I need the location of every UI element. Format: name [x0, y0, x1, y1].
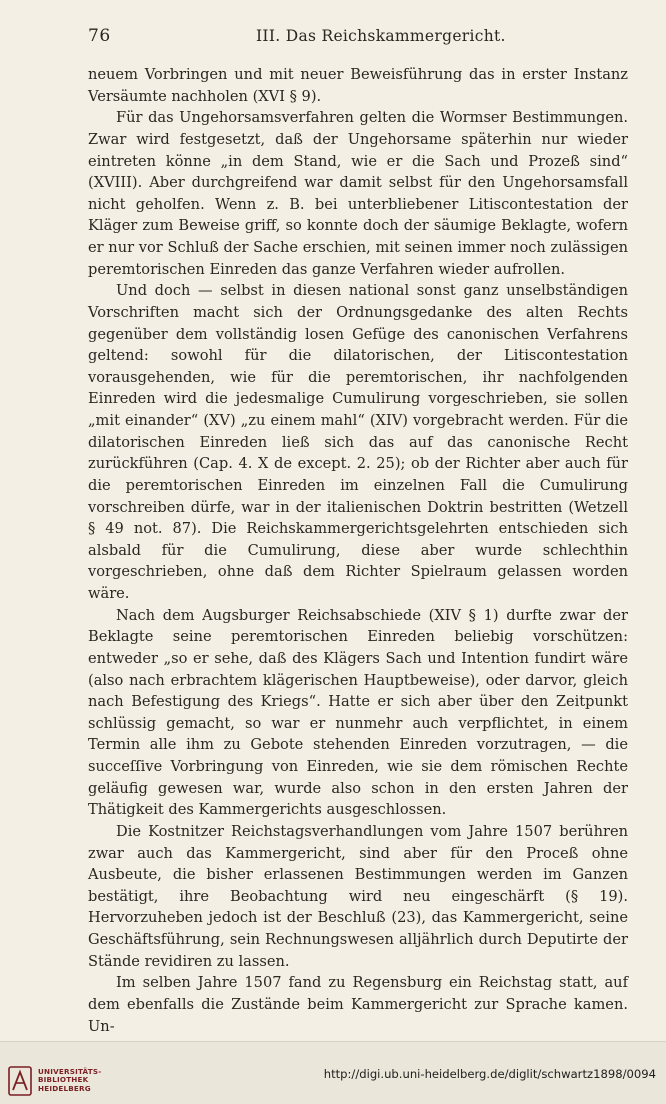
paragraph: Im selben Jahre 1507 fand zu Regensburg ein Reichstag statt, auf dem ebenfalls die Zustände beim Kammergericht zur Sprache kamen. Un-: [88, 974, 628, 1035]
digitization-footer: [0, 1041, 666, 1104]
library-logo[interactable]: [8, 1064, 118, 1100]
source-link[interactable]: http://digi.ub.uni-heidelberg.de/diglit/schwartz1898/0094: [323, 1067, 656, 1081]
page-number: 76: [88, 26, 111, 46]
paragraph: Und doch — selbst in diesen national sonst ganz unselbständigen Vorschriften macht sich der Ordnungsgedanke des alten Rechts gegenüber dem vollständig losen Gefüge des canonischen Verfahrens geltend: sowohl für die dilatorischen, der Litiscontestation vorausgehenden, wie für die peremtorischen, ihr nachfolgenden Einreden wird die jedesmalige Cumulirung vorgeschrieben, sie sollen „mit einander“ (XV) „zu einem mahl“ (XIV) vorgebracht werden. Für die dilatorischen Einreden ließ sich das auf das canonische Recht zurückführen (Cap. 4. X de except. 2. 25); ob der Richter aber auch für die peremtorischen Einreden im einzelnen Fall die Cumulirung vorschreiben dürfe, war in der italienischen Doktrin bestritten (Wetzell § 49 not. 87). Die Reichskammergerichtsgelehrten entschieden sich alsbald für die Cumulirung, diese aber wurde schlechthin vorgeschrieben, ohne daß dem Richter Spielraum gelassen worden wäre.: [88, 282, 628, 602]
logo-line: UNIVERSITÄTS-: [38, 1067, 102, 1076]
page-header: [88, 26, 626, 48]
paragraph: neuem Vorbringen und mit neuer Beweisführung das in erster Instanz Versäumte nachholen (XVI § 9).: [88, 66, 628, 105]
library-name: [38, 1068, 101, 1093]
logo-line: BIBLIOTHEK: [38, 1075, 89, 1085]
paragraph: Die Kostnitzer Reichstagsverhandlungen vom Jahre 1507 berühren zwar auch das Kammergericht, sind aber für den Proceß ohne Ausbeute, die bisher erlassenen Bestimmungen werden im Ganzen bestätigt, ihre Beobachtung wird neu eingeschärft (§ 19). Hervorzuheben jedoch ist der Beschluß (23), das Kammergericht, seine Geschäftsführung, sein Rechnungswesen alljährlich durch Deputirte der Stände revidiren zu lassen.: [88, 822, 628, 970]
logo-line: HEIDELBERG: [38, 1083, 91, 1093]
running-head: III. Das Reichskammergericht.: [256, 27, 506, 45]
paragraph: Für das Ungehorsamsverfahren gelten die Wormser Bestimmungen. Zwar wird festgesetzt, daß der Ungehorsame späterhin nur wieder eintreten könne „in dem Stand, wie er die Sach und Prozeß sind“ (XVIII). Aber durchgreifend war damit selbst für den Ungehorsamsfall nicht geholfen. Wenn z. B. bei unterbliebener Litiscontestation der Kläger zum Beweise griff, so konnte doch der säumige Beklagte, wofern er nur vor Schluß der Sache erschien, mit seinen immer noch zulässigen peremtorischen Einreden das ganze Verfahren wieder aufrollen.: [88, 109, 628, 278]
body-text: [88, 64, 628, 1037]
library-seal-icon: [8, 1066, 32, 1096]
paragraph: Nach dem Augsburger Reichsabschiede (XIV § 1) durfte zwar der Beklagte seine peremtorischen Einreden beliebig vorschützen: entweder „so er sehe, daß des Klägers Sach und Intention fundirt wäre (also nach erbrachtem klägerischen Hauptbeweise), oder darvor, gleich nach Befestigung des Kriegs“. Hatte er sich aber über den Zeitpunkt schlüssig gemacht, so war er nunmehr auch verpflichtet, in einem Termin alle ihm zu Gebote stehenden Einreden vorzutragen, — die succeſſive Vorbringung von Einreden, wie sie dem römischen Rechte geläufig gewesen war, wurde also schon in den ersten Jahren der Thätigkeit des Kammergerichts ausgeschlossen.: [88, 606, 628, 819]
